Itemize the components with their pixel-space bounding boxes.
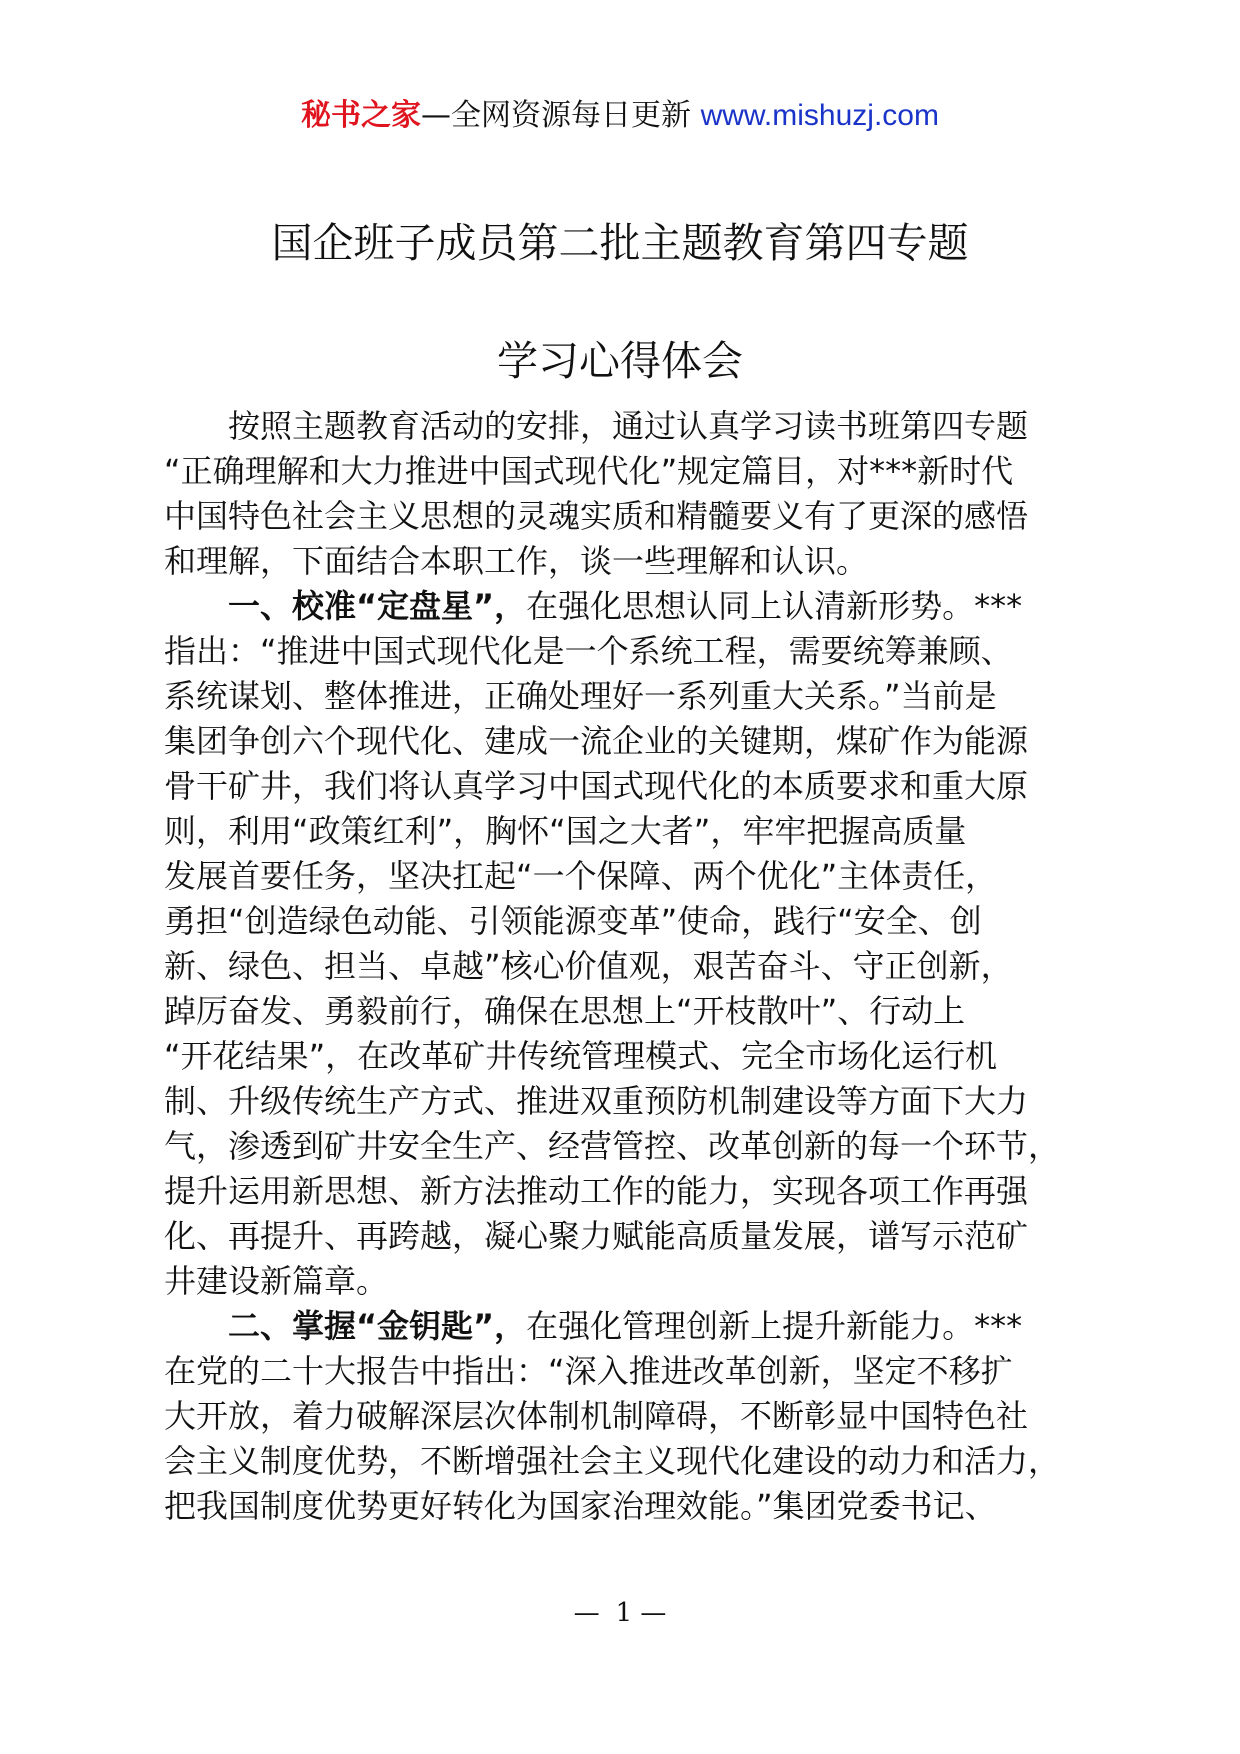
section-1-heading: 一、校准“定盘星”， [228,587,527,625]
document-body [164,404,1084,1529]
body-line: 制、升级传统生产方式、推进双重预防机制建设等方面下大力 [164,1082,1029,1120]
section-1-first-line [164,584,1084,629]
document-title-line-1: 国企班子成员第二批主题教育第四专题 [271,219,969,267]
body-line: 新、绿色、担当、卓越”核心价值观，艰苦奋斗、守正创新， [164,947,1013,985]
body-line: 集团争创六个现代化、建成一流企业的关键期，煤矿作为能源 [164,722,1029,760]
body-line: 气，渗透到矿井安全生产、经营管控、改革创新的每一个环节， [164,1127,1061,1165]
body-line: 在党的二十大报告中指出：“深入推进改革创新，坚定不移扩 [164,1352,1013,1390]
site-tagline: —全网资源每日更新 [421,98,692,133]
body-line: 井建设新篇章。 [164,1262,389,1300]
body-line: 则，利用“政策红利”，胸怀“国之大者”，牢牢把握高质量 [164,812,967,850]
site-url-link[interactable]: www.mishuzj.com [700,99,939,132]
page-dash-left: — [573,1598,600,1628]
body-line: 发展首要任务，坚决扛起“一个保障、两个优化”主体责任， [164,857,998,895]
body-line: 会主义制度优势，不断增强社会主义现代化建设的动力和活力， [164,1442,1061,1480]
body-line: 勇担“创造绿色动能、引领能源变革”使命，践行“安全、创 [164,902,982,940]
body-line: 大开放，着力破解深层次体制机制障碍，不断彰显中国特色社 [164,1397,1029,1435]
page-number [0,1596,1240,1630]
section-1-lead: 在强化思想认同上认清新形势。*** [526,587,1023,625]
body-line: 化、再提升、再跨越，凝心聚力赋能高质量发展，谱写示范矿 [164,1217,1029,1255]
body-line: 和理解，下面结合本职工作，谈一些理解和认识。 [164,542,869,580]
body-line: 把我国制度优势更好转化为国家治理效能。”集团党委书记、 [164,1487,997,1525]
body-line: 踔厉奋发、勇毅前行，确保在思想上“开枝散叶”、行动上 [164,992,966,1030]
page-number-value: 1 [615,1598,633,1628]
body-line: 系统谋划、整体推进，正确处理好一系列重大关系。”当前是 [164,677,997,715]
body-line: 按照主题教育活动的安排，通过认真学习读书班第四专题 [228,407,1029,445]
site-brand: 秘书之家 [301,98,422,133]
section-2-lead: 在强化管理创新上提升新能力。*** [526,1307,1023,1345]
body-line: 中国特色社会主义思想的灵魂实质和精髓要义有了更深的感悟 [164,497,1029,535]
body-line: 指出：“推进中国式现代化是一个系统工程，需要统筹兼顾、 [164,632,1013,670]
site-banner [0,96,1240,136]
body-line: “正确理解和大力推进中国式现代化”规定篇目，对***新时代 [164,452,1014,490]
page-dash-right: — [640,1598,667,1628]
body-line: 骨干矿井，我们将认真学习中国式现代化的本质要求和重大原 [164,767,1029,805]
body-line: 提升运用新思想、新方法推动工作的能力，实现各项工作再强 [164,1172,1029,1210]
section-2-heading: 二、掌握“金钥匙”， [228,1307,527,1345]
body-line: “开花结果”，在改革矿井传统管理模式、完全市场化运行机 [164,1037,998,1075]
document-title-line-2: 学习心得体会 [497,337,743,385]
section-2-first-line [164,1304,1084,1349]
